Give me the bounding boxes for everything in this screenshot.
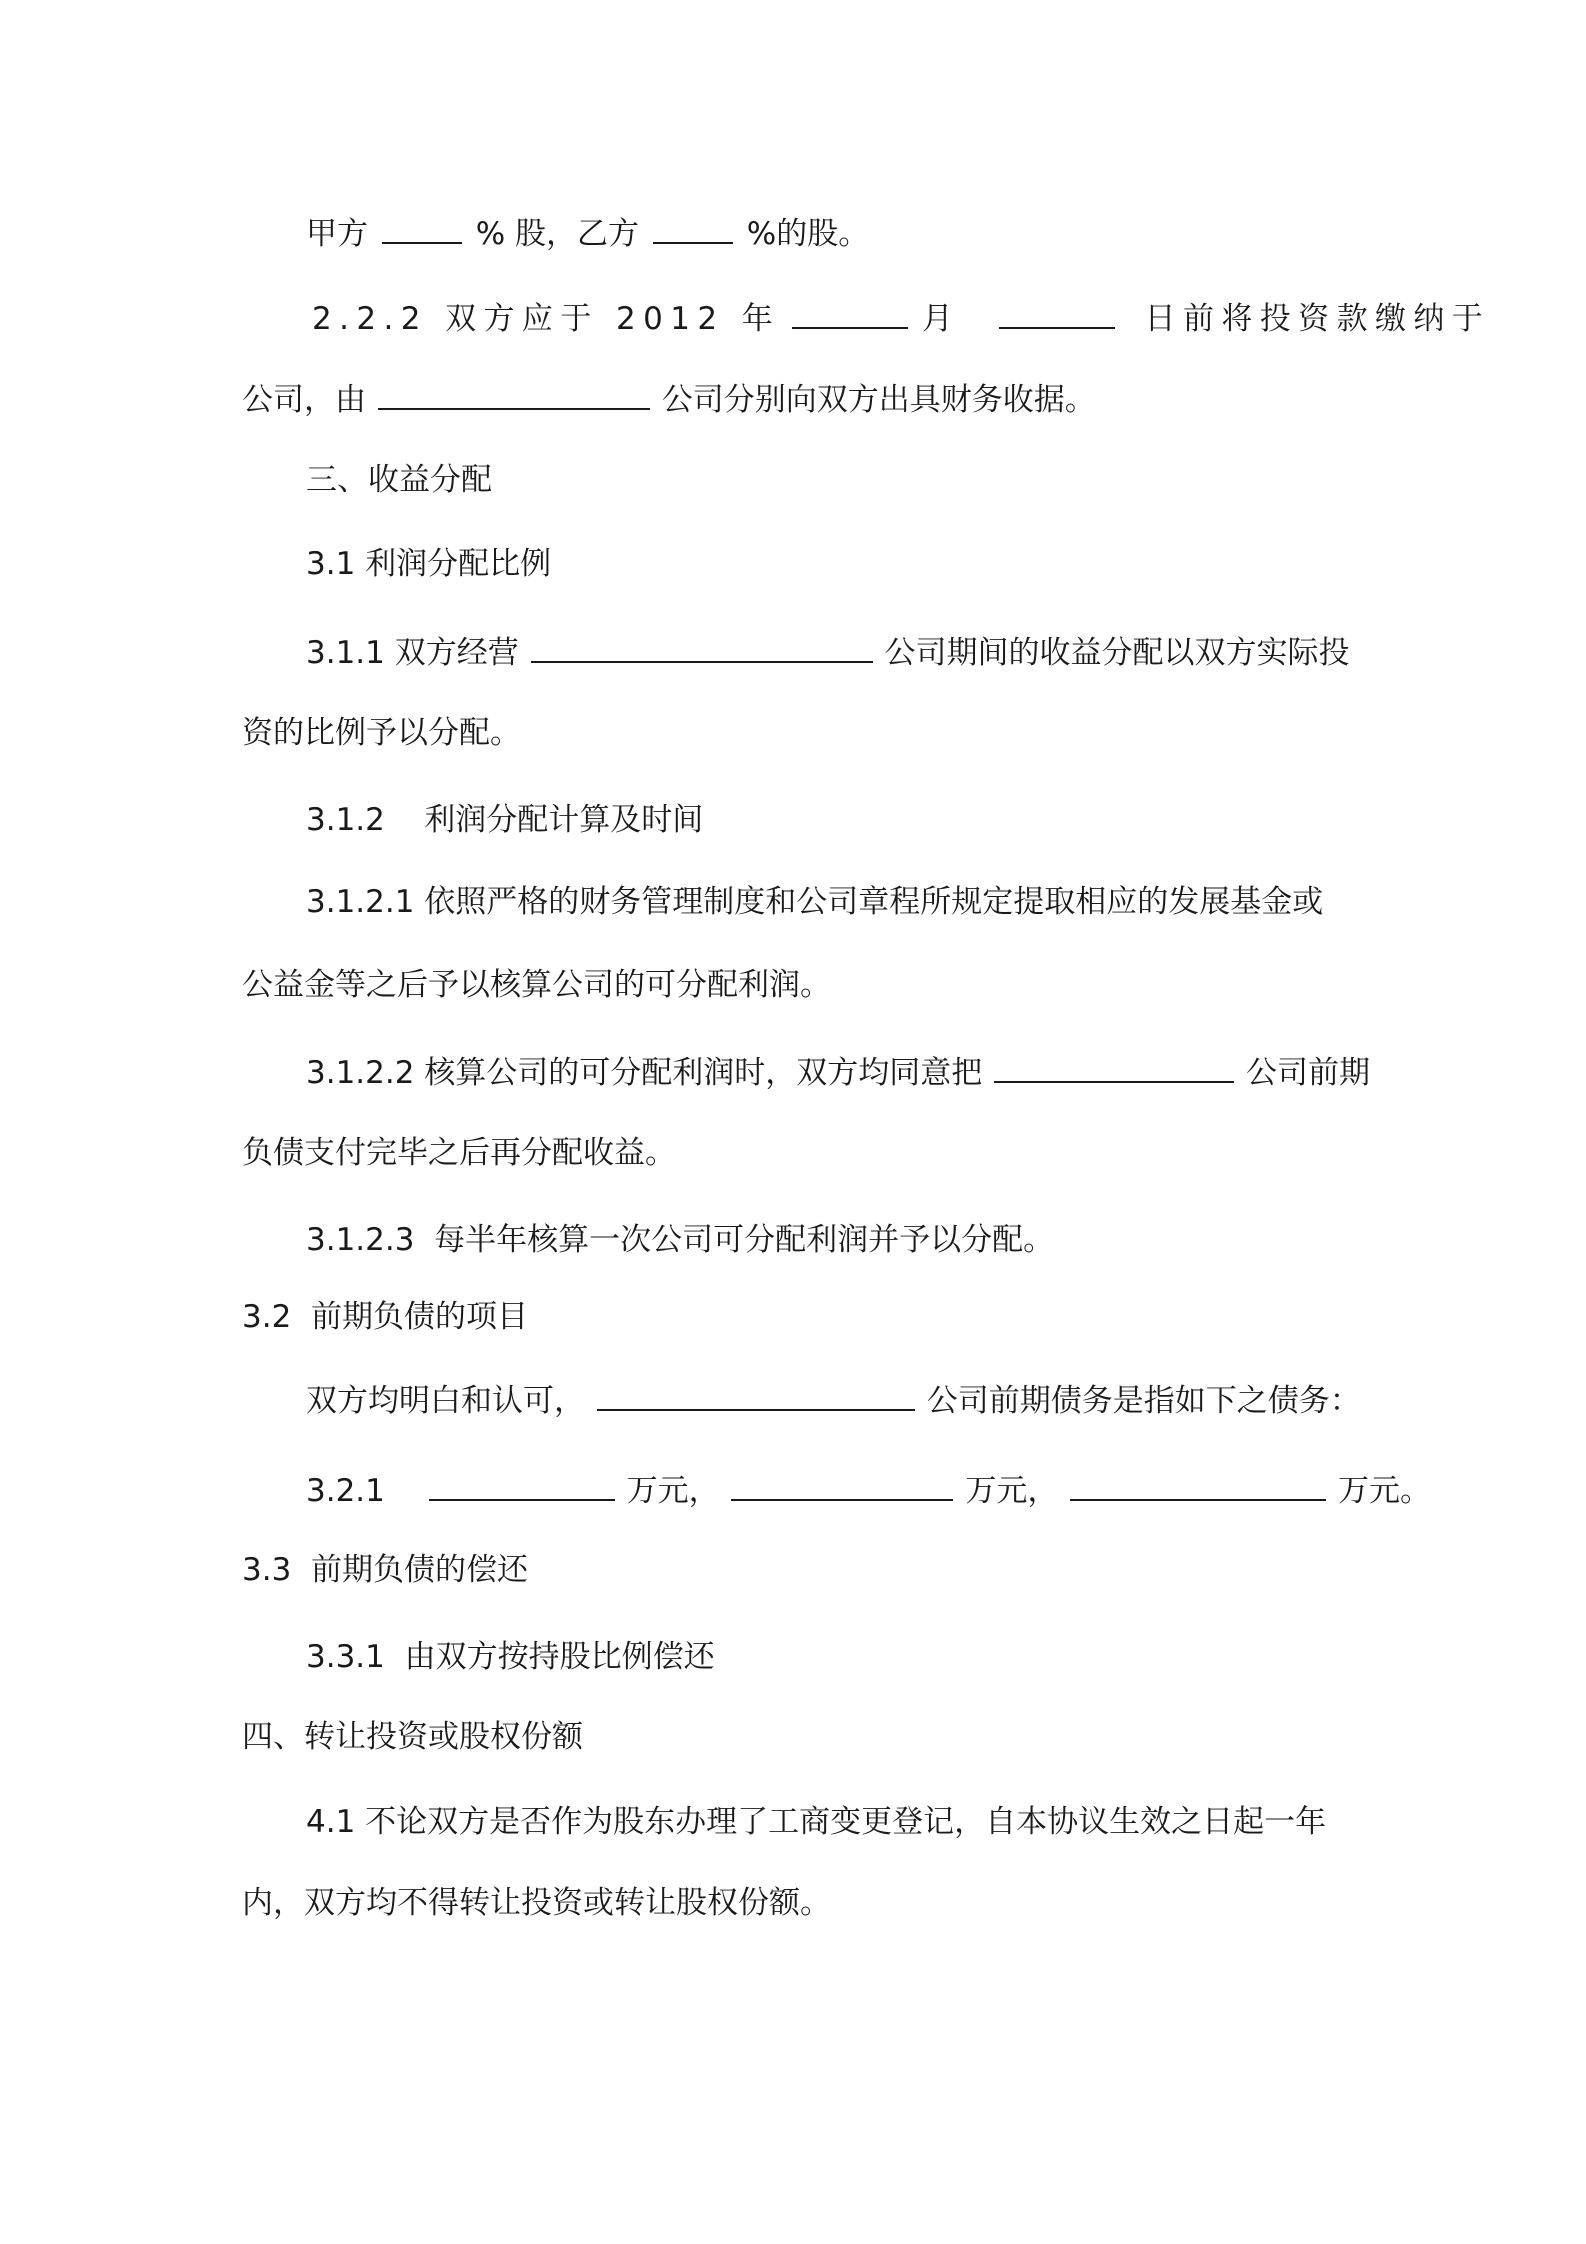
text: 三、收益分配: [306, 462, 492, 498]
fill-blank-day[interactable]: [999, 293, 1115, 329]
clause-line: [306, 1047, 1370, 1097]
text: 月: [921, 301, 953, 337]
share-ratio-line: [306, 208, 869, 258]
subsection-heading: [242, 1292, 528, 1342]
text: 公司分别向双方出具财务收据。: [661, 382, 1096, 418]
payment-date-line: [312, 293, 1490, 343]
text: %的股。: [746, 216, 870, 252]
text: 3.1.2.3 每半年核算一次公司可分配利润并予以分配。: [306, 1222, 1055, 1258]
fill-blank-company[interactable]: [597, 1375, 915, 1411]
clause-line: [242, 708, 521, 758]
text: 3.2 前期负债的项目: [242, 1299, 529, 1335]
section-heading: [242, 1712, 583, 1762]
clause-line: [306, 877, 1323, 927]
text: 3.1.2.2 核算公司的可分配利润时，双方均同意把: [306, 1055, 983, 1091]
subsection-heading: [306, 539, 551, 589]
text: 3.1.1 双方经营: [306, 635, 519, 671]
clause-line: [242, 960, 831, 1010]
text: 万元。: [1338, 1473, 1432, 1509]
receipt-line: [242, 374, 1096, 424]
text: 2.2.2 双方应于 2012 年: [312, 301, 781, 337]
text: % 股，乙方: [475, 216, 640, 252]
fill-blank-company[interactable]: [994, 1047, 1234, 1083]
clause-line: [306, 627, 1349, 677]
clause-line: [242, 1128, 676, 1178]
section-heading: [306, 455, 492, 505]
clause-line: [306, 1797, 1326, 1847]
text: 公司前期: [1246, 1055, 1371, 1091]
text: 3.1 利润分配比例: [306, 546, 552, 582]
clause-line: [306, 1632, 715, 1682]
text: 3.2.1: [306, 1473, 385, 1509]
clause-heading: [306, 795, 703, 845]
text: 3.1.2 利润分配计算及时间: [306, 802, 704, 838]
clause-line: [242, 1878, 831, 1928]
text: 负债支付完毕之后再分配收益。: [242, 1135, 676, 1171]
text: 公司期间的收益分配以双方实际投: [884, 635, 1350, 671]
fill-blank-amount[interactable]: [429, 1465, 615, 1501]
text: 4.1 不论双方是否作为股东办理了工商变更登记，自本协议生效之日起一年: [306, 1804, 1327, 1840]
text: 万元，: [626, 1473, 720, 1509]
text: 双方均明白和认可，: [306, 1383, 585, 1419]
text: 万元，: [965, 1473, 1059, 1509]
text: 资的比例予以分配。: [242, 715, 521, 751]
subsection-heading: [242, 1545, 528, 1595]
text: 公司前期债务是指如下之债务：: [926, 1383, 1361, 1419]
text: 日前将投资款缴纳于: [1144, 301, 1491, 337]
text: 公司，由: [242, 382, 366, 418]
fill-blank-amount[interactable]: [731, 1465, 953, 1501]
text: 3.1.2.1 依照严格的财务管理制度和公司章程所规定提取相应的发展基金或: [306, 884, 1324, 920]
clause-line: [306, 1375, 1361, 1425]
fill-blank-amount[interactable]: [1070, 1465, 1326, 1501]
fill-blank-company[interactable]: [531, 627, 873, 663]
text: 3.3 前期负债的偿还: [242, 1552, 529, 1588]
text: 甲方: [306, 216, 368, 252]
fill-blank[interactable]: [382, 208, 462, 244]
fill-blank[interactable]: [653, 208, 733, 244]
text: 公益金等之后予以核算公司的可分配利润。: [242, 967, 831, 1003]
fill-blank-company[interactable]: [378, 374, 650, 410]
debt-amounts-line: [306, 1465, 1431, 1515]
text: 内，双方均不得转让投资或转让股权份额。: [242, 1885, 831, 1921]
clause-line: [306, 1215, 1054, 1265]
fill-blank-month[interactable]: [792, 293, 908, 329]
text: 四、转让投资或股权份额: [242, 1719, 583, 1755]
text: 3.3.1 由双方按持股比例偿还: [306, 1639, 715, 1675]
